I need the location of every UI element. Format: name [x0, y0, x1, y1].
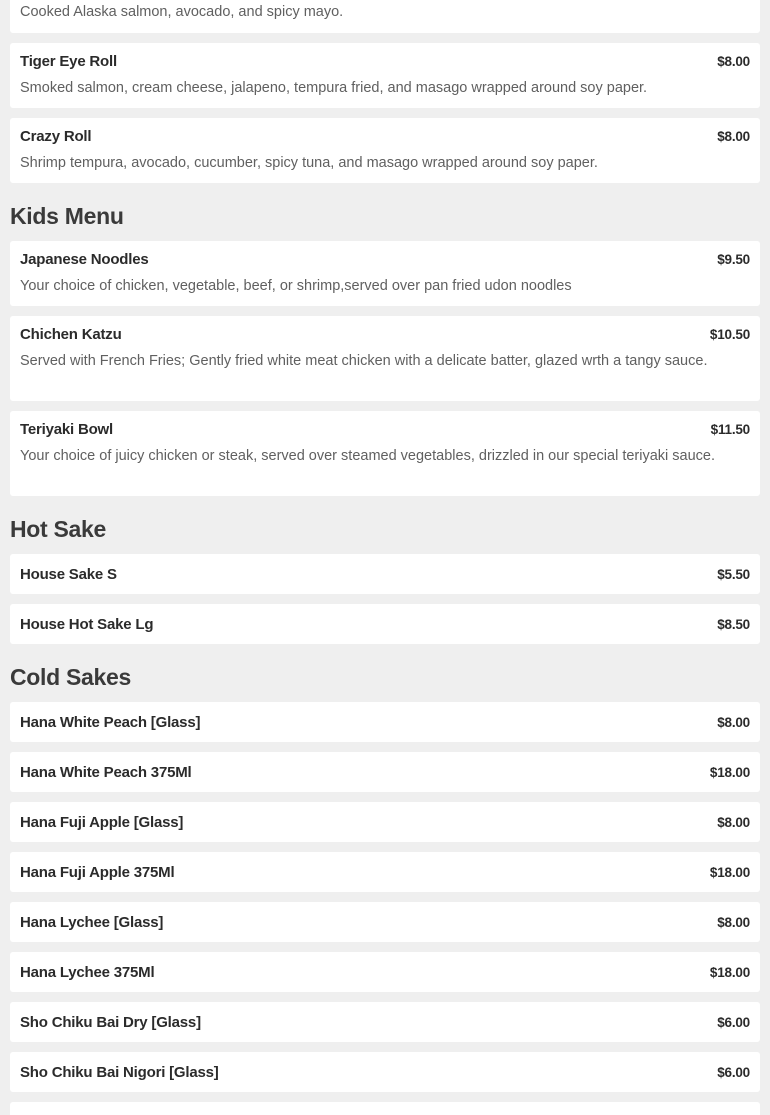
menu-item-description: Shrimp tempura, avocado, cucumber, spicy tuna, and masago wrapped around soy paper. — [20, 155, 598, 171]
menu-item-name: Chichen Katzu — [20, 326, 122, 343]
menu-item-price: $8.00 — [717, 815, 750, 830]
menu-item-name: Hana White Peach 375Ml — [20, 764, 192, 781]
menu-item-name: Hana White Peach [Glass] — [20, 714, 201, 731]
menu-item-card[interactable] — [10, 1102, 760, 1115]
menu-item-card[interactable] — [10, 952, 760, 992]
menu-item-card[interactable] — [10, 902, 760, 942]
menu-item-price: $10.50 — [709, 327, 750, 342]
menu-item-card[interactable] — [10, 241, 760, 306]
menu-item-name: Crazy Roll — [20, 128, 92, 145]
menu-item-description: Served with French Fries; Gently fried white meat chicken with a delicate batter, glazed wrth a tangy sauce. — [20, 353, 708, 369]
menu-item-description: Cooked Alaska salmon, avocado, and spicy mayo. — [20, 4, 344, 20]
section-title-kids-menu: Kids Menu — [10, 203, 124, 229]
menu-item-price: $18.00 — [709, 865, 750, 880]
menu-item-price: $18.00 — [709, 965, 750, 980]
menu-item-name: House Sake S — [20, 566, 117, 583]
menu-item-name: Hana Fuji Apple [Glass] — [20, 814, 184, 831]
menu-item-price: $5.50 — [717, 567, 750, 582]
menu-item-name: Japanese Noodles — [20, 251, 149, 268]
menu-item-description: Your choice of chicken, vegetable, beef, or shrimp,served over pan fried udon noodles — [20, 278, 572, 294]
menu-item-card[interactable] — [10, 554, 760, 594]
menu-item-card[interactable] — [10, 802, 760, 842]
menu-item-price: $8.00 — [717, 54, 750, 69]
section-title-cold-sakes: Cold Sakes — [10, 664, 131, 690]
menu-item-name: Teriyaki Bowl — [20, 421, 113, 438]
menu-item-price: $6.00 — [717, 1065, 750, 1080]
menu-item-price: $18.00 — [709, 765, 750, 780]
menu-item-card[interactable] — [10, 702, 760, 742]
menu-item-price: $8.50 — [717, 617, 750, 632]
menu-item-price: $8.00 — [717, 715, 750, 730]
menu-item-name: Tiger Eye Roll — [20, 53, 117, 70]
menu-item-card[interactable] — [10, 43, 760, 108]
menu-item-card[interactable] — [10, 316, 760, 401]
menu-item-name: House Hot Sake Lg — [20, 616, 154, 633]
menu-item-price: $11.50 — [710, 422, 750, 437]
menu-item-description: Your choice of juicy chicken or steak, served over steamed vegetables, drizzled in our special teriyaki sauce. — [20, 448, 716, 464]
menu-item-name: Sho Chiku Bai Dry [Glass] — [20, 1014, 201, 1031]
menu-item-card[interactable] — [10, 411, 760, 496]
menu-item-card[interactable] — [10, 118, 760, 183]
menu-item-card[interactable] — [10, 0, 760, 33]
menu-item-card[interactable] — [10, 852, 760, 892]
menu-item-card[interactable] — [10, 604, 760, 644]
menu-item-card[interactable] — [10, 752, 760, 792]
menu-item-card[interactable] — [10, 1052, 760, 1092]
menu-item-price: $9.50 — [717, 252, 750, 267]
menu-item-card[interactable] — [10, 1002, 760, 1042]
menu-item-price: $8.00 — [717, 129, 750, 144]
section-title-hot-sake: Hot Sake — [10, 516, 107, 542]
menu-item-description: Smoked salmon, cream cheese, jalapeno, tempura fried, and masago wrapped around soy paper. — [20, 80, 648, 96]
menu-item-name: Hana Lychee 375Ml — [20, 964, 155, 981]
menu-item-price: $8.00 — [717, 915, 750, 930]
menu-item-price: $6.00 — [717, 1015, 750, 1030]
menu-item-name: Hana Fuji Apple 375Ml — [20, 864, 175, 881]
menu-item-name: Hana Lychee [Glass] — [20, 914, 164, 931]
menu-item-name: Sho Chiku Bai Nigori [Glass] — [20, 1064, 219, 1081]
